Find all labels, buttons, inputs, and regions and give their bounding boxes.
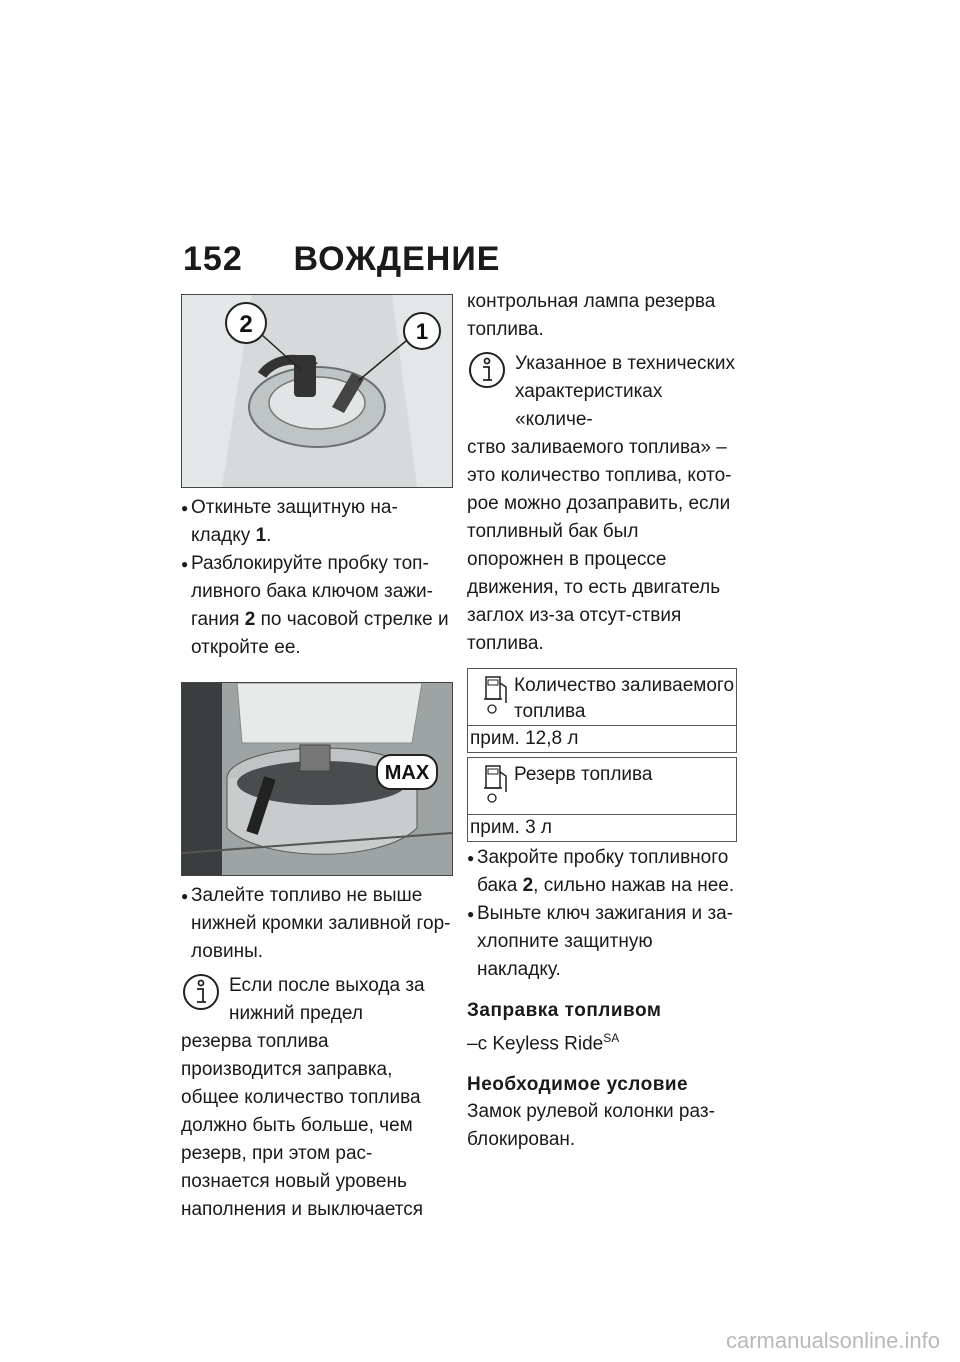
page-number: 152: [183, 240, 243, 278]
right-column: [467, 288, 737, 1154]
bullet-remove-key: ● Выньте ключ зажигания и за-хлопните защитную накладку.: [467, 903, 734, 980]
bullet-fill-fuel: ● Залейте топливо не выше нижней кромки заливной гор-ловины.: [181, 885, 451, 962]
callout-2: 2: [239, 311, 253, 338]
callout-1: 1: [415, 319, 429, 344]
prerequisite-heading: Необходимое условие: [467, 1074, 689, 1096]
fuel-cap-figure: [181, 294, 453, 488]
fuel-pump-icon: [468, 669, 514, 721]
section-heading: Заправка топливом: [467, 1000, 662, 1021]
fuel-pump-icon: [468, 758, 514, 810]
info-note-reserve: Если после выхода за нижний предел резерва топлива производится заправка, общее количество топлива должно быть больше, чем резерв, при этом рас-познается новый уровень наполнения и выключается: [181, 972, 453, 1224]
bullet-open-flap: ● Откиньте защитную на-кладку 1.: [181, 497, 398, 546]
fuel-cap-illustration: [182, 295, 452, 487]
info-icon: [467, 350, 507, 390]
page-title: ВОЖДЕНИЕ: [293, 240, 501, 278]
info-icon: [181, 972, 221, 1012]
left-column: [181, 294, 453, 1224]
prerequisite-text: Замок рулевой колонки раз-блокирован.: [467, 1101, 715, 1151]
bullet-close-cap: ● Закройте пробку топливного бака 2, сильно нажав на нее.: [467, 847, 735, 896]
bullet-unlock-cap: ● Разблокируйте пробку топ-ливного бака ключом зажи-гания 2 по часовой стрелке и откройте ее.: [181, 553, 449, 658]
info-note-capacity: Указанное в технических характеристиках «количе- ство заливаемого топлива» – это количество топлива, кото-рое можно дозаправить, если топливный бак был опорожнен в процессе движения, то есть двигатель заглох из-за отсут-ствия топлива.: [467, 350, 737, 658]
spec-table-reserve: Резерв топлива прим. 3 л: [467, 757, 737, 842]
fuel-level-figure: [181, 682, 453, 876]
max-label: MAX: [384, 762, 430, 784]
watermark: carmanualsonline.info: [725, 1328, 940, 1353]
section-subheading: –с Keyless Ride$^{SA}$: [467, 1031, 620, 1055]
fuel-filler-illustration: [182, 683, 452, 875]
spec-table-capacity: Количество заливаемого топлива прим. 12,8 л: [467, 668, 737, 753]
page-header: [183, 240, 500, 279]
continuation-text: контрольная лампа резерва топлива.: [467, 291, 716, 340]
